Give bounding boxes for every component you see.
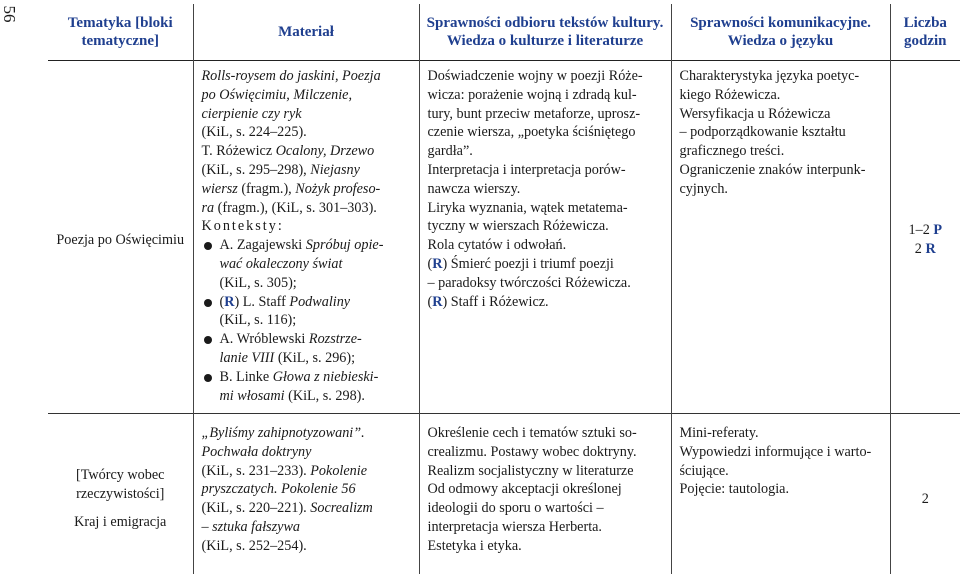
material-line: – sztuka fałszywa — [201, 518, 301, 535]
reception-line: (R) Staff i Różewicz. — [427, 293, 549, 310]
title: Podwaliny — [289, 293, 351, 310]
reception-line: nawcza wierszy. — [427, 180, 521, 197]
communication-line: cyjnych. — [679, 180, 728, 197]
title: Pokolenie — [310, 462, 367, 479]
title: Ocalony, Drzewo — [275, 143, 375, 160]
reception-line: Realizm socjalistyczny w literaturze — [427, 462, 634, 479]
reception-line: tury, bunt przeciw metaforze, uprosz- — [427, 105, 641, 122]
ref: (KiL, s. 295–298), — [201, 161, 311, 178]
communication-line: ściujące. — [679, 462, 729, 479]
curriculum-table — [48, 4, 960, 574]
title: Rozstrze- — [308, 331, 362, 348]
reception-line: Liryka wyznania, wątek metatema- — [427, 199, 628, 216]
context-label: Konteksty: — [201, 218, 284, 235]
hours-extended — [899, 240, 953, 259]
communication-line: graficznego treści. — [679, 143, 785, 160]
ref: (KiL, s. 220–221). — [201, 500, 311, 517]
hours-basic — [899, 221, 953, 240]
reception-line: interpretacja wiersza Herberta. — [427, 518, 602, 535]
author: A. Zagajewski — [219, 237, 306, 254]
reception-cell — [419, 414, 671, 575]
communication-line: Charakterystyka języka poetyc- — [679, 68, 860, 84]
reception-text: Śmierć poezji i triumf poezji — [447, 255, 614, 272]
page-number: 56 — [0, 5, 19, 23]
author: A. Wróblewski — [219, 331, 309, 348]
reception-text: Staff i Różewicz. — [447, 293, 549, 310]
reception-line: Interpretacja i interpretacja porów- — [427, 161, 626, 178]
communication-line: kiego Różewicza. — [679, 86, 781, 103]
title: ra — [201, 199, 215, 216]
material-line: (KiL, s. 252–254). — [201, 537, 307, 554]
header-hours: Liczba godzin — [890, 4, 960, 61]
hours-value: 2 — [914, 241, 922, 257]
title: Niejasny — [310, 161, 360, 178]
material-cell — [193, 414, 419, 575]
topic-block: [Twórcy wobec rzeczywistości] — [76, 466, 165, 502]
title: mi włosami — [219, 387, 285, 404]
context-item — [202, 330, 411, 349]
title: Głowa z niebieski- — [272, 368, 379, 385]
material-line: cierpienie czy ryk — [201, 105, 302, 122]
context-item — [202, 368, 411, 387]
material-line — [202, 180, 411, 199]
table-row — [48, 414, 960, 575]
topic-cell — [48, 414, 193, 575]
ref: (KiL, s. 298). — [284, 387, 365, 404]
communication-cell — [671, 61, 890, 414]
material-line — [202, 161, 411, 180]
context-item — [202, 236, 411, 255]
material-line: pryszczatych. Pokolenie 56 — [201, 481, 356, 498]
material-line — [202, 499, 411, 518]
reception-line: Doświadczenie wojny w poezji Róże- — [427, 68, 643, 84]
communication-line: Wypowiedzi informujące i warto- — [679, 443, 872, 460]
communication-line: Mini-referaty. — [679, 425, 759, 441]
title: lanie VIII — [219, 349, 275, 366]
communication-cell — [671, 414, 890, 575]
reception-line: Estetyka i etyka. — [427, 537, 522, 554]
header-communication: Sprawności komunikacyjne. Wiedza o języku — [671, 4, 890, 61]
author: B. Linke — [219, 368, 273, 385]
extended-marker: R — [925, 241, 936, 257]
reception-line: tyczny w wierszach Różewicza. — [427, 218, 609, 235]
extended-marker: R — [432, 293, 443, 310]
context-line — [202, 349, 411, 368]
reception-line: czenie wiersza, „poetyka ściśniętego — [427, 124, 636, 141]
hours-cell: 2 — [890, 414, 960, 575]
reception-cell — [419, 61, 671, 414]
context-line — [202, 387, 411, 406]
header-row — [48, 4, 960, 61]
communication-line: Wersyfikacja u Różewicza — [679, 105, 831, 122]
extended-marker: R — [432, 255, 443, 272]
context-item: (R) L. Staff Podwaliny — [202, 293, 411, 312]
hours-cell — [890, 61, 960, 414]
title: Nożyk profeso- — [295, 180, 381, 197]
ref: (KiL, s. 296); — [274, 349, 356, 366]
ref: (KiL, s. 231–233). — [201, 462, 311, 479]
extended-marker: R — [224, 293, 235, 310]
ref: (fragm.), — [237, 180, 296, 197]
table-row — [48, 61, 960, 414]
context-line: (KiL, s. 116); — [219, 312, 297, 329]
basic-marker: P — [933, 222, 942, 239]
reception-line: ideologii do sporu o wartości – — [427, 500, 604, 517]
header-material: Materiał — [193, 4, 419, 61]
author: L. Staff — [242, 293, 290, 310]
reception-line: crealizmu. Postawy wobec doktryny. — [427, 443, 637, 460]
title: Spróbuj opie- — [305, 237, 384, 254]
material-line: po Oświęcimiu, Milczenie, — [201, 86, 353, 103]
context-line: wać okaleczony świat — [219, 255, 343, 272]
topic-cell: Poezja po Oświęcimiu — [56, 231, 185, 248]
reception-line: – paradoksy twórczości Różewicza. — [427, 274, 631, 291]
reception-line: Rola cytatów i odwołań. — [427, 237, 567, 254]
context-line: (KiL, s. 305); — [219, 274, 297, 291]
ref: (fragm.), (KiL, s. 301–303). — [214, 199, 377, 216]
topic-title: Kraj i emigracja — [74, 514, 167, 531]
communication-line: Ograniczenie znaków interpunk- — [679, 161, 866, 178]
material-cell — [193, 61, 419, 414]
author: T. Różewicz — [201, 143, 276, 160]
material-line — [202, 142, 411, 161]
communication-line: – podporządkowanie kształtu — [679, 124, 846, 141]
material-line: Pochwała doktryny — [201, 443, 312, 460]
reception-line: Od odmowy akceptacji określonej — [427, 481, 622, 498]
title: wiersz — [201, 180, 238, 197]
material-line: „Byliśmy zahipnotyzowani”. — [201, 425, 365, 441]
header-reception: Sprawności odbioru tekstów kultury. Wiedza o kulturze i literaturze — [419, 4, 671, 61]
material-line — [202, 462, 411, 481]
header-topic: Tematyka [bloki tematyczne] — [67, 15, 173, 49]
reception-line: Określenie cech i tematów sztuki so- — [427, 425, 637, 441]
reception-line: gardła”. — [427, 143, 473, 160]
hours-value: 1–2 — [908, 222, 930, 239]
title: Socrealizm — [310, 500, 373, 517]
material-line: (KiL, s. 224–225). — [201, 124, 307, 141]
material-line: Rolls-roysem do jaskini, Poezja — [201, 68, 381, 84]
communication-line: Pojęcie: tautologia. — [679, 481, 790, 498]
reception-line: (R) Śmierć poezji i triumf poezji — [427, 255, 614, 272]
reception-line: wicza: porażenie wojną i zdradą kul- — [427, 86, 637, 103]
material-line — [202, 199, 411, 218]
